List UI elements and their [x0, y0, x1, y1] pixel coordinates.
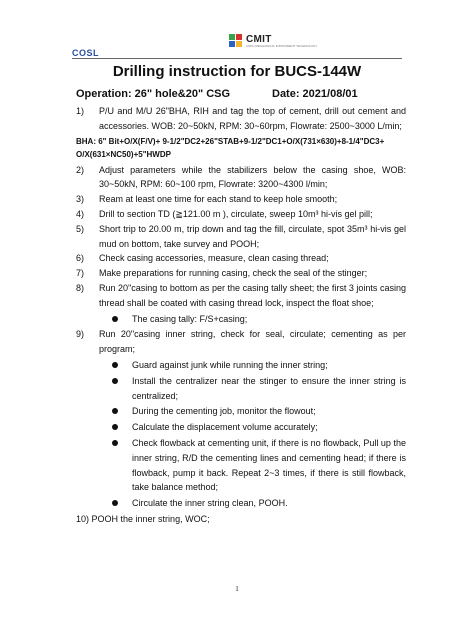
logo-square-green	[229, 34, 235, 40]
step-item	[76, 251, 406, 266]
step-item	[76, 192, 406, 207]
cmit-logo	[227, 33, 318, 49]
step-item	[76, 104, 406, 134]
step-number: 3)	[76, 194, 85, 205]
cmit-logo-text: CMIT	[246, 34, 272, 45]
bullet-item	[76, 420, 406, 435]
bullet-item	[76, 436, 406, 495]
bullet-text: Calculate the displacement volume accurately;	[132, 422, 318, 433]
bullet-text: During the cementing job, monitor the flowout;	[132, 406, 316, 417]
logo-square-blue	[229, 41, 235, 47]
step-text: Run 20"casing to bottom as per the casing tally sheet; the first 3 joints casing thread shall be coated with casing thread lock, inspect the float shoe;	[99, 282, 406, 308]
bullet-item	[76, 312, 406, 327]
step-number: 8)	[76, 282, 85, 293]
bullet-text: Guard against junk while running the inner string;	[132, 359, 328, 370]
step-number: 2)	[76, 164, 85, 175]
header-rule	[72, 58, 402, 59]
bullet-text: The casing tally: F/S+casing;	[132, 313, 248, 324]
step-number: 10)	[76, 513, 90, 524]
step-text: POOH the inner string, WOC;	[91, 513, 210, 524]
bullet-item	[76, 374, 406, 404]
cosl-logo: COSL	[72, 48, 100, 58]
bullet-dot-icon	[112, 500, 118, 506]
step-number: 9)	[76, 329, 85, 340]
step-text: Make preparations for running casing, check the seal of the stinger;	[99, 268, 368, 279]
instruction-list	[76, 104, 406, 527]
bullet-dot-icon	[112, 362, 118, 368]
step-item	[76, 512, 406, 527]
bullet-text: Check flowback at cementing unit, if there is no flowback, Pull up the inner string, R/D the cementing lines and cementing head; if there is flowback, pump it back. Repeat 2~3 times, if there is still flowback, take balance method;	[132, 437, 406, 493]
step-text: Short trip to 20.00 m, trip down and tag the fill, circulate, spot 35m³ hi-vis gel mud on bottom, take survey and POOH;	[99, 223, 406, 249]
step-item	[76, 163, 406, 193]
step-text: Drill to section TD (≧121.00 m ), circulate, sweep 10m³ hi-vis gel pill;	[99, 208, 373, 219]
bullet-dot-icon	[112, 378, 118, 384]
step-text: Run 20"casing inner string, check for seal, circulate; cementing as per program;	[99, 329, 406, 355]
logo-square-red	[236, 34, 242, 40]
step-number: 4)	[76, 208, 85, 219]
step-text: Adjust parameters while the stabilizers below the casing shoe, WOB: 30~50kN, RPM: 60~100 rpm, Flowrate: 3200~4300 l/min;	[99, 164, 406, 190]
step-item	[76, 207, 406, 222]
step-number: 5)	[76, 223, 85, 234]
step-item	[76, 281, 406, 311]
step-item	[76, 266, 406, 281]
step-item	[76, 327, 406, 357]
page-number: 1	[235, 585, 239, 593]
operation-label: Operation: 26" hole&20" CSG	[76, 88, 231, 100]
bullet-item	[76, 496, 406, 511]
step-item	[76, 222, 406, 252]
step-text: P/U and M/U 26"BHA, RIH and tag the top of cement, drill out cement and accessories. WOB: 20~50kN, RPM: 30~60rpm, Flowrate: 2500~3000 L/min;	[99, 106, 406, 131]
step-text: Check casing accessories, measure, clean casing thread;	[99, 253, 329, 264]
step-text: Ream at least one time for each stand to keep hole smooth;	[99, 194, 338, 205]
logo-square-yellow	[236, 41, 242, 47]
step-number: 6)	[76, 253, 85, 264]
bullet-dot-icon	[112, 440, 118, 446]
bullet-dot-icon	[112, 424, 118, 430]
bullet-dot-icon	[112, 316, 118, 322]
document-title: Drilling instruction for BUCS-144W	[112, 63, 362, 80]
bullet-text: Install the centralizer near the stinger to ensure the inner string is centralized;	[132, 375, 406, 401]
bullet-item	[76, 404, 406, 419]
bullet-text: Circulate the inner string clean, POOH.	[132, 498, 288, 509]
step-number: 7)	[76, 268, 85, 279]
date-label: Date: 2021/08/01	[272, 88, 358, 100]
cmit-logo-subtext: CNPC MECHANICAL INSTRUMENT TECHNOLOGY	[246, 44, 318, 48]
bha-line: BHA: 6" Bit+O/X(F/V)+ 9-1/2"DC2+26"STAB+9-1/2"DC1+O/X(731×630)+8-1/4"DC3+ O/X(631×NC50)+5"HWDP	[76, 136, 385, 159]
bullet-dot-icon	[112, 408, 118, 414]
bullet-item	[76, 358, 406, 373]
step-number: 1)	[76, 106, 85, 116]
